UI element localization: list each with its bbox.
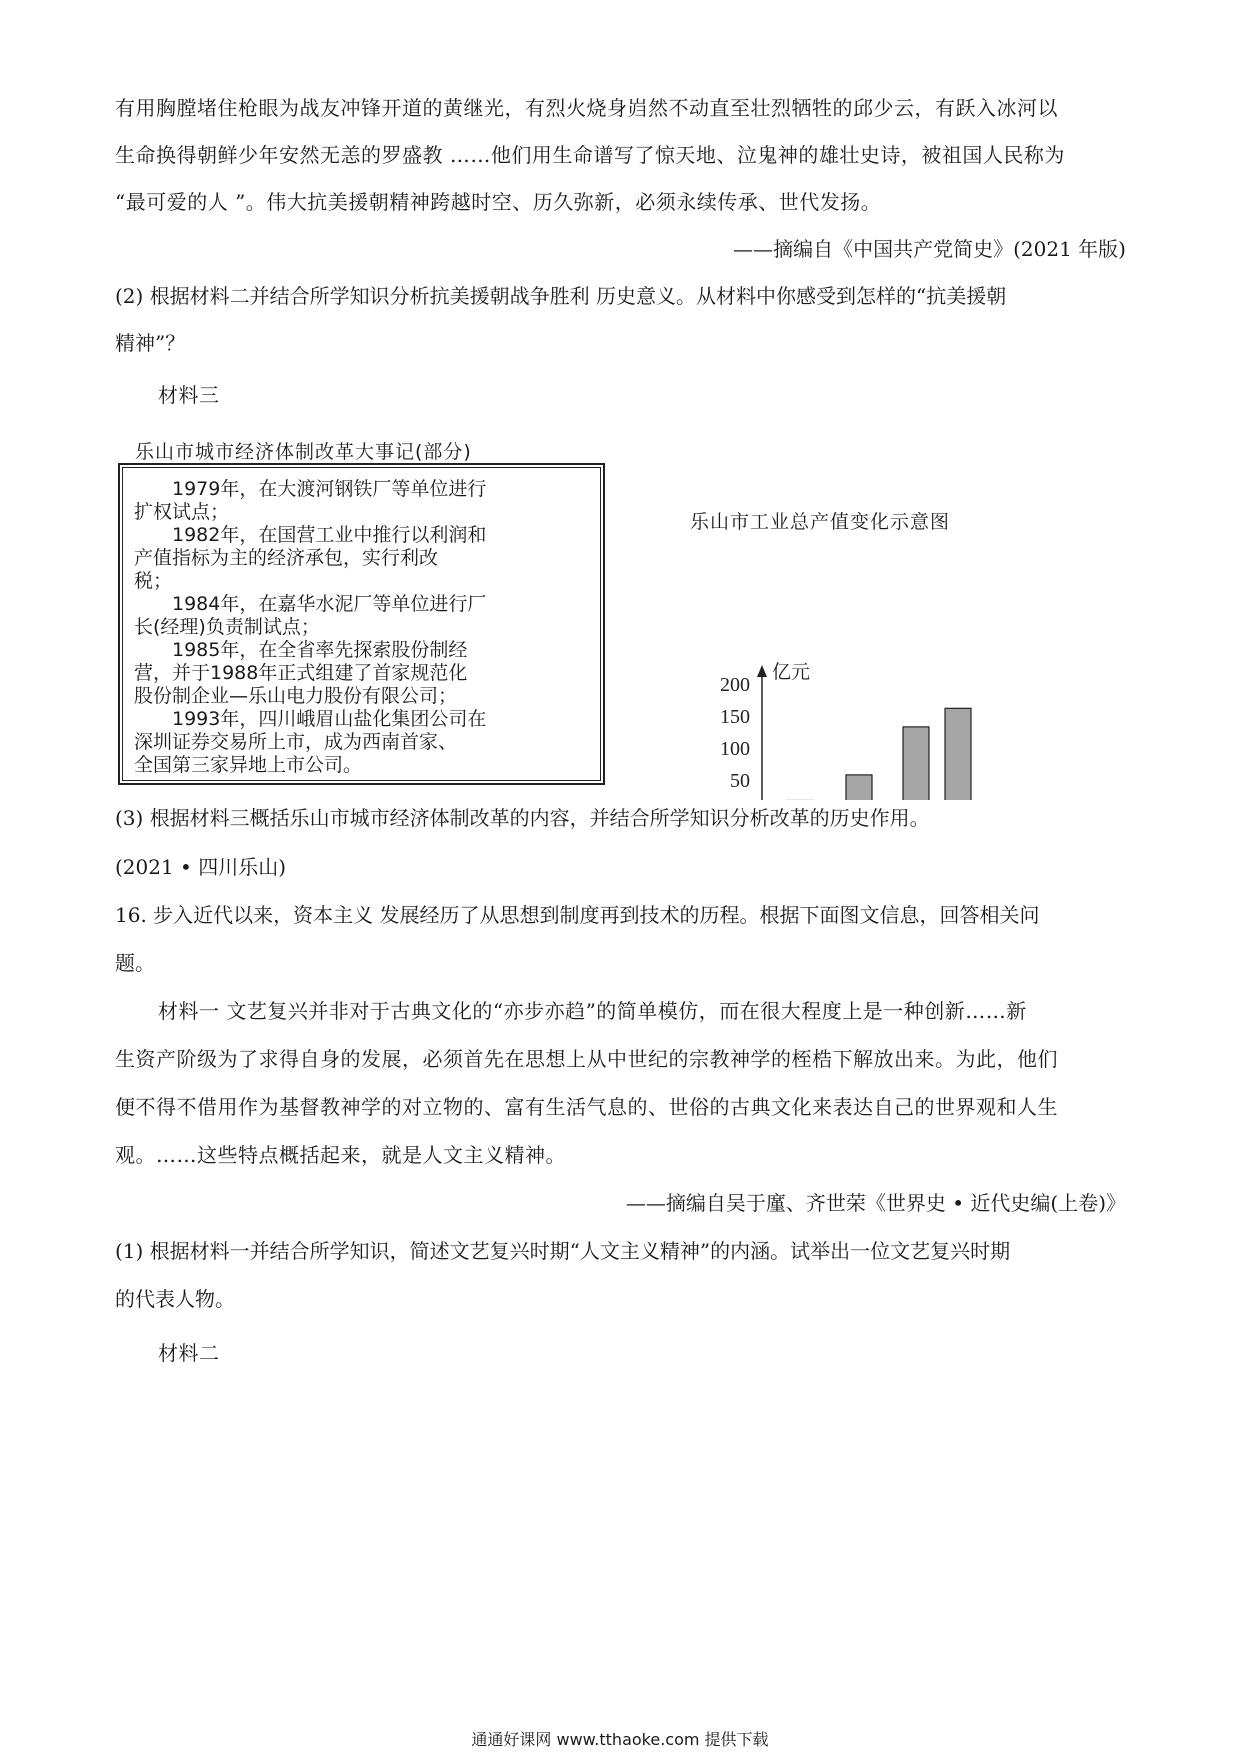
y-tick-label: 200 [720,674,750,696]
bar-1998 [903,727,929,800]
material1-line-4: 观。……这些特点概括起来，就是人文主义精神。 [115,1143,566,1167]
material1-source: ——摘编自吴于廑、齐世荣《世界史 • 近代史编(上卷)》 [625,1191,1126,1215]
event-box-line: 营，并于1988年正式组建了首家规范化 [134,662,468,684]
question-16-line-2: 题。 [115,951,155,975]
y-axis-arrow [757,665,767,677]
event-box-title: 乐山市城市经济体制改革大事记(部分) [135,441,472,463]
event-box-line: 扩权试点； [134,501,230,523]
event-box-line: 1979年，在大渡河钢铁厂等单位进行 [172,478,487,500]
y-tick-label: 150 [720,706,750,728]
event-box-line: 1984年，在嘉华水泥厂等单位进行厂 [172,593,487,615]
event-box [118,463,605,785]
event-box-line: 产值指标为主的经济承包，实行利改 [134,547,439,569]
bar-2002 [945,708,971,800]
event-box-line: 深圳证券交易所上市，成为西南首家、 [134,731,458,753]
page-footer: 通通好课网 www.tthaoke.com 提供下载 [471,1730,769,1749]
material1-line-1: 材料一 文艺复兴并非对于古典文化的“亦步亦趋”的简单模仿，而在很大程度上是一种创新……新 [158,999,1027,1023]
question-2-line-1: (2) 根据材料二并结合所学知识分析抗美援朝战争胜利 历史意义。从材料中你感受到怎样的“抗美援朝 [115,284,1007,308]
event-box-line: 1985年，在全省率先探索股份制经 [172,639,468,661]
industrial-output-chart [690,530,1140,800]
event-box-line: 长(经理)负责制试点； [134,616,320,638]
question-3: (3) 根据材料三概括乐山市城市经济体制改革的内容，并结合所学知识分析改革的历史作用。 [115,806,930,830]
material2-label: 材料二 [158,1341,220,1365]
event-box-line: 1993年，四川峨眉山盐化集团公司在 [172,708,487,730]
material2-line-1: 有用胸膛堵住枪眼为战友冲锋开道的黄继光，有烈火烧身岿然不动直至壮烈牺牲的邱少云，有跃入冰河以 [115,96,1058,120]
material1-line-2: 生资产阶级为了求得自身的发展，必须首先在思想上从中世纪的宗教神学的桎梏下解放出来。为此，他们 [115,1047,1058,1071]
y-tick-label: 50 [730,770,750,792]
material2-line-2: 生命换得朝鲜少年安然无恙的罗盛教 ……他们用生命谱写了惊天地、泣鬼神的雄壮史诗，被祖国人民称为 [115,143,1065,167]
question-1-line-2: 的代表人物。 [115,1287,235,1311]
event-box-line: 税； [134,570,173,592]
material3-label: 材料三 [158,383,220,407]
source-tag: (2021 • 四川乐山) [115,855,287,879]
event-box-line: 1982年，在国营工业中推行以利润和 [172,524,487,546]
y-tick-label: 100 [720,738,750,760]
event-box-line: 全国第三家异地上市公司。 [134,754,363,776]
y-axis-unit: 亿元 [772,662,811,683]
chart-title: 乐山市工业总产值变化示意图 [690,511,951,533]
question-16-line-1: 16. 步入近代以来，资本主义 发展经历了从思想到制度再到技术的历程。根据下面图文信息，回答相关问 [115,903,1040,927]
material2-source: ——摘编自《中国共产党简史》(2021 年版) [733,237,1126,261]
event-box-line: 股份制企业—乐山电力股份有限公司； [134,685,458,707]
material1-line-3: 便不得不借用作为基督教神学的对立物的、富有生活气息的、世俗的古典文化来表达自己的世界观和人生 [115,1095,1058,1119]
bar-1989 [846,775,872,800]
question-2-line-2: 精神”？ [115,331,186,355]
material2-line-3: “最可爱的人 ”。伟大抗美援朝精神跨越时空、历久弥新，必须永续传承、世代发扬。 [115,190,882,214]
question-1-line-1: (1) 根据材料一并结合所学知识，简述文艺复兴时期“人文主义精神”的内涵。试举出一位文艺复兴时期 [115,1239,1011,1263]
